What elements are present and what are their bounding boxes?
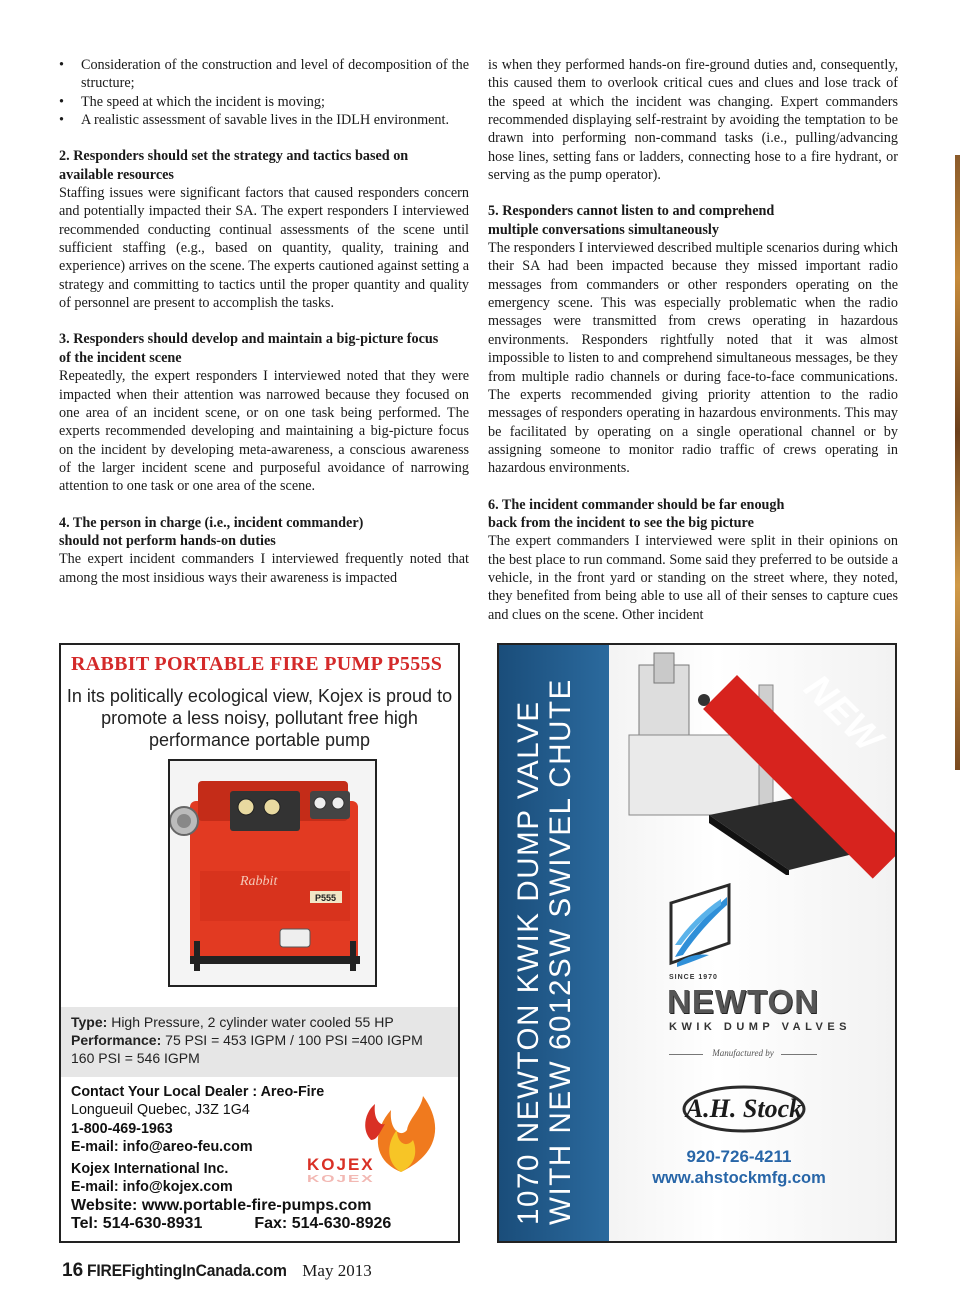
bullet-item: • Consideration of the construction and level of decomposition of the structure; (59, 56, 469, 93)
kojex-logo: KOJEX (307, 1155, 375, 1174)
pump-brand-label: Rabbit (240, 874, 278, 889)
left-text-column (59, 56, 469, 587)
dealer-contact: Contact Your Local Dealer : Areo-Fire Longueuil Quebec, J3Z 1G4 1-800-469-1963 E-mail: info@areo-feu.com (71, 1084, 325, 1155)
section-body: Repeatedly, the expert responders I interviewed noted that they were impacted when their attention was narrowed because they focused on one area of an incident scene, or on one task being performed. The experts recommended developing and maintaining a big-picture focus on the incident by developing meta-awareness, a conscious awareness of the larger incident scene and purposeful avoidance of narrowing attention to one task or one area of the scene. (59, 368, 469, 495)
newton-valve-ad (497, 643, 897, 1243)
section-body: The responders I interviewed described multiple scenarios during which their SA had been impacted because they missed important radio messages from commanders or other responders operating on the emergency scene. This was especially problematic when the radio messages were transmitted from crews operating in hazardous environments. Responders rightfully noted that it was almost impossible to listen to and comprehend simultaneous messages, be they from multiple radio channels or during face-to-face communications. The experts recommended giving priority attention to the radio messages of responders operating in hazardous environments. This may be facilitated by operating on a single operational channel or by assigning someone to monitor radio traffic of crews operating in hazardous environments. (488, 240, 898, 477)
pump-illustration (170, 761, 375, 985)
section-heading: 4. The person in charge (i.e., incident commander) should not perform hands-on duties (59, 514, 364, 549)
pump-specs: Type: High Pressure, 2 cylinder water cooled 55 HP Performance: 75 PSI = 453 IGPM / 100 PSI =400 IGPM 160 PSI = 546 IGPM (61, 1007, 458, 1077)
vertical-headline: 1070 NEWTON KWIK DUMP VALVE WITH NEW 6012SW SWIVEL CHUTE (512, 678, 577, 1225)
divider (781, 1054, 817, 1055)
ad-tagline: In its politically ecological view, Kojex is proud to promote a less noisy, pollutant free high performance portable pump (66, 686, 453, 750)
section-body: The expert commanders I interviewed were split in their opinions on the best place to run command. Some said they preferred to be outside a vehicle, in the front yard or standing on the street where, they noted, they benefited from being able to use all of their senses to capture cues and clues on the scene. Other incident (488, 533, 898, 623)
newton-logo: NEWTON (667, 983, 820, 1020)
ah-stock-logo (674, 1073, 809, 1143)
newton-water-icon (669, 883, 749, 968)
bullet-list (59, 56, 469, 129)
section-heading: 6. The incident commander should be far enough back from the incident to see the big picture (488, 496, 785, 531)
section-heading: 3. Responders should develop and maintain a big-picture focus of the incident scene (59, 331, 439, 366)
section-body: The expert incident commanders I interviewed frequently noted that among the most insidious ways their awareness is impacted (59, 551, 469, 586)
newton-phone: 920-726-4211 (686, 1147, 792, 1166)
ad-title: RABBIT PORTABLE FIRE PUMP P555S (71, 653, 443, 675)
kojex-logo-reflection: KOJEX (307, 1173, 375, 1185)
kojex-contact: Kojex International Inc. E-mail: info@kojex.com Website: www.portable-fire-pumps.com Tel: 514-630-8931 Fax: 514-630-8926 (71, 1161, 392, 1232)
pump-photo (168, 759, 377, 987)
bullet-item: • A realistic assessment of savable lives in the IDLH environment. (59, 111, 469, 129)
page-footer (62, 1260, 372, 1282)
section-body: Staffing issues were significant factors that caused responders concern and potentially impacted their SA. The expert responders I interviewed recommended conducting continual assessments of the scene until sufficient staffing (e.g., based on quantity, quality, training and experience) arrives on the scene. The experts cautioned against setting a strategy and committing to tactics until the proper quantity and quality of personnel are present to accomplish the tasks. (59, 185, 469, 312)
magazine-site[interactable]: FIREFightingInCanada.com (87, 1261, 287, 1280)
page-number: 16 (62, 1260, 84, 1281)
issue-date: May 2013 (302, 1261, 372, 1280)
pump-model-label: P555 (315, 893, 337, 903)
section-heading: 5. Responders cannot listen to and comprehend multiple conversations simultaneously (488, 203, 775, 238)
right-text-column (488, 56, 898, 624)
edge-photo-strip (955, 155, 960, 770)
manufactured-by-label: Manufactured by (712, 1048, 774, 1058)
ah-stock-logo-text: A.H. Stock (685, 1094, 803, 1123)
section-heading: 2. Responders should set the strategy and tactics based on available resources (59, 148, 409, 183)
rabbit-pump-ad (59, 643, 460, 1243)
since-label: SINCE 1970 (669, 974, 718, 981)
bullet-item: • The speed at which the incident is moving; (59, 93, 469, 111)
new-label: NEW (795, 666, 891, 762)
newton-website[interactable]: www.ahstockmfg.com (652, 1169, 826, 1187)
kwik-dump-valves-label: KWIK DUMP VALVES (669, 1021, 852, 1033)
section-body: is when they performed hands-on fire-ground duties and, consequently, this caused them to overlook critical cues and clues and lose track of the speed at which the incident was changing. Expert commanders recommended displaying self-restraint by avoiding the temptation to be drawn into performing non-command tasks (i.e., pulling/advancing hose lines, setting fans or ladders, connecting hose to a fire hydrant, or serving as the pump operator). (488, 57, 898, 184)
